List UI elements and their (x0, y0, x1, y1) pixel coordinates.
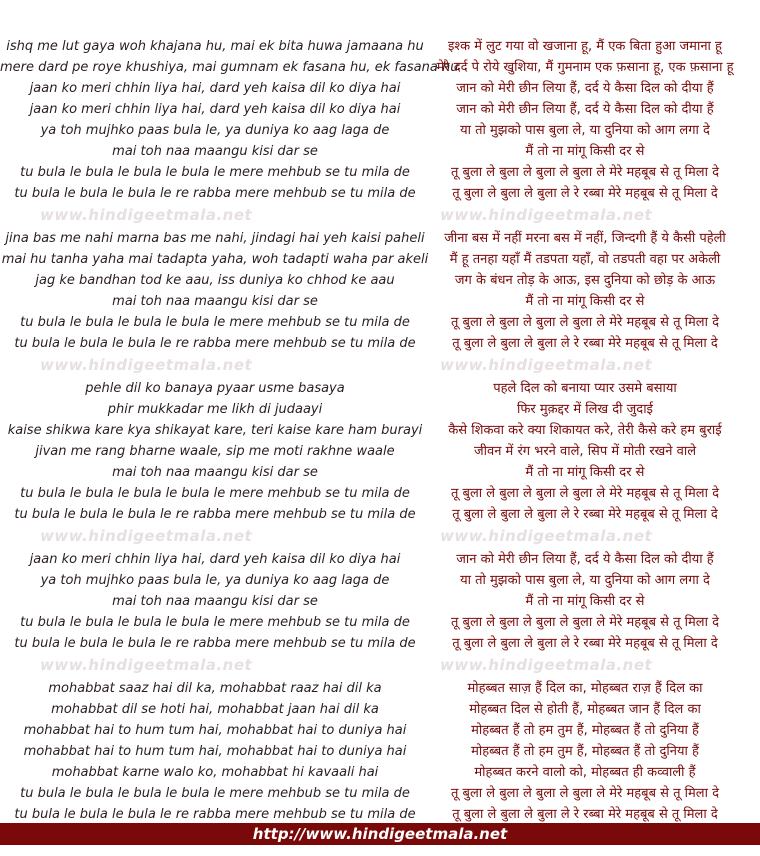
lyric-line-romanized: mai toh naa maangu kisi dar se (112, 294, 318, 309)
lyric-line-romanized: ya toh mujhko paas bula le, ya duniya ko aag laga de (40, 123, 390, 138)
lyric-line-hindi: मेरे दर्द पे रोये खुशिया, मैं गुमनाम एक फ़साना हू, एक फ़साना हू (436, 60, 734, 75)
lyric-line-romanized: jag ke bandhan tod ke aau, iss duniya ko chhod ke aau (35, 273, 395, 288)
lyric-line-hindi: मोहब्बत साज़ हैं दिल का, मोहब्बत राज़ हैं दिल का (467, 681, 703, 696)
lyric-line-hindi: तू बुला ले बुला ले बुला ले रे रब्बा मेरे महबूब से तू मिला दे (452, 186, 718, 201)
lyric-line-hindi: तू बुला ले बुला ले बुला ले रे रब्बा मेरे महबूब से तू मिला दे (452, 807, 718, 822)
lyric-line-hindi: जीवन में रंग भरने वाले, सिप में मोती रखने वाले (473, 444, 697, 459)
lyric-line-hindi: मैं तो ना मांगू किसी दर से (525, 144, 645, 159)
lyric-line-romanized: tu bula le bula le bula le re rabba mere mehbub se tu mila de (14, 507, 416, 522)
lyric-line-romanized: kaise shikwa kare kya shikayat kare, teri kaise kare ham burayi (7, 423, 423, 438)
lyric-line-romanized: jaan ko meri chhin liya hai, dard yeh kaisa dil ko diya hai (29, 552, 401, 567)
watermark-text: www.hindigeetmala.net (40, 356, 253, 374)
lyric-line-romanized: jivan me rang bharne waale, sip me moti rakhne waale (35, 444, 395, 459)
lyric-line-romanized: mai toh naa maangu kisi dar se (112, 144, 318, 159)
lyric-line-hindi: तू बुला ले बुला ले बुला ले रे रब्बा मेरे महबूब से तू मिला दे (452, 336, 718, 351)
lyric-line-hindi: तू बुला ले बुला ले बुला ले बुला ले मेरे महबूब से तू मिला दे (451, 615, 719, 630)
watermark-text: www.hindigeetmala.net (440, 206, 653, 224)
lyric-line-hindi: जग के बंधन तोड़ के आऊ, इस दुनिया को छोड़ के आऊ (454, 273, 716, 288)
lyric-line-romanized: tu bula le bula le bula le re rabba mere mehbub se tu mila de (14, 807, 416, 822)
footer-bar (0, 823, 760, 845)
lyric-line-hindi: मोहब्बत करने वालो को, मोहब्बत ही कव्वाली हैं (474, 765, 696, 780)
lyric-line-hindi: मैं तो ना मांगू किसी दर से (525, 294, 645, 309)
watermark-text: www.hindigeetmala.net (440, 656, 653, 674)
lyric-line-hindi: मोहब्बत दिल से होती हैं, मोहब्बत जान हैं दिल का (469, 702, 701, 717)
lyric-line-romanized: mohabbat karne walo ko, mohabbat hi kavaali hai (51, 765, 379, 780)
lyric-line-hindi: जान को मेरी छीन लिया हैं, दर्द ये कैसा दिल को दीया हैं (456, 81, 714, 96)
lyric-line-hindi: मोहब्बत हैं तो हम तुम हैं, मोहब्बत हैं तो दुनिया हैं (471, 723, 699, 738)
lyric-line-romanized: mai toh naa maangu kisi dar se (112, 594, 318, 609)
lyric-line-hindi: कैसे शिकवा करे क्या शिकायत करे, तेरी कैसे करे हम बुराई (448, 423, 722, 438)
watermark-text: www.hindigeetmala.net (40, 206, 253, 224)
watermark-text: www.hindigeetmala.net (440, 356, 653, 374)
lyric-line-hindi: मैं हू तनहा यहाँ मैं तडपता यहाँ, वो तडपती वहा पर अकेली (449, 252, 721, 267)
lyric-line-romanized: mohabbat saaz hai dil ka, mohabbat raaz hai dil ka (48, 681, 382, 696)
lyric-line-hindi: या तो मुझको पास बुला ले, या दुनिया को आग लगा दे (460, 573, 710, 588)
lyric-line-hindi: पहले दिल को बनाया प्यार उसमे बसाया (493, 381, 677, 396)
lyric-line-romanized: jina bas me nahi marna bas me nahi, jindagi hai yeh kaisi paheli (5, 231, 425, 246)
lyric-line-romanized: mohabbat dil se hoti hai, mohabbat jaan hai dil ka (51, 702, 379, 717)
lyric-line-romanized: phir mukkadar me likh di judaayi (107, 402, 323, 417)
lyric-line-romanized: ishq me lut gaya woh khajana hu, mai ek bita huwa jamaana hu (6, 39, 424, 54)
watermark-text: www.hindigeetmala.net (40, 527, 253, 545)
lyric-line-romanized: tu bula le bula le bula le re rabba mere mehbub se tu mila de (14, 186, 416, 201)
lyric-line-romanized: mai hu tanha yaha mai tadapta yaha, woh tadapti waha par akeli (1, 252, 429, 267)
lyric-line-romanized: tu bula le bula le bula le bula le mere mehbub se tu mila de (20, 786, 410, 801)
lyric-line-romanized: pehle dil ko banaya pyaar usme basaya (85, 381, 345, 396)
lyric-line-hindi: जान को मेरी छीन लिया हैं, दर्द ये कैसा दिल को दीया हैं (456, 552, 714, 567)
lyric-line-romanized: ya toh mujhko paas bula le, ya duniya ko aag laga de (40, 573, 390, 588)
lyric-line-hindi: मैं तो ना मांगू किसी दर से (525, 594, 645, 609)
lyric-line-romanized: tu bula le bula le bula le bula le mere mehbub se tu mila de (20, 486, 410, 501)
footer-url-link[interactable]: http://www.hindigeetmala.net (252, 825, 508, 843)
lyric-line-hindi: जान को मेरी छीन लिया हैं, दर्द ये कैसा दिल को दीया हैं (456, 102, 714, 117)
lyric-line-romanized: jaan ko meri chhin liya hai, dard yeh kaisa dil ko diya hai (29, 81, 401, 96)
watermark-text: www.hindigeetmala.net (440, 527, 653, 545)
lyric-line-hindi: इश्क में लुट गया वो खजाना हू, मैं एक बिता हुआ जमाना हू (448, 39, 722, 54)
lyric-line-romanized: mohabbat hai to hum tum hai, mohabbat hai to duniya hai (23, 744, 407, 759)
lyric-line-hindi: तू बुला ले बुला ले बुला ले बुला ले मेरे महबूब से तू मिला दे (451, 315, 719, 330)
lyric-line-romanized: tu bula le bula le bula le bula le mere mehbub se tu mila de (20, 165, 410, 180)
lyric-line-romanized: tu bula le bula le bula le re rabba mere mehbub se tu mila de (14, 336, 416, 351)
lyric-line-hindi: फिर मुक़द्दर में लिख दी जुदाई (517, 402, 653, 417)
lyric-line-hindi: तू बुला ले बुला ले बुला ले बुला ले मेरे महबूब से तू मिला दे (451, 786, 719, 801)
watermark-text: www.hindigeetmala.net (40, 656, 253, 674)
lyric-line-hindi: तू बुला ले बुला ले बुला ले रे रब्बा मेरे महबूब से तू मिला दे (452, 636, 718, 651)
lyric-line-romanized: tu bula le bula le bula le bula le mere mehbub se tu mila de (20, 315, 410, 330)
lyric-line-romanized: tu bula le bula le bula le bula le mere mehbub se tu mila de (20, 615, 410, 630)
lyric-line-romanized: tu bula le bula le bula le re rabba mere mehbub se tu mila de (14, 636, 416, 651)
lyric-line-hindi: जीना बस में नहीं मरना बस में नहीं, जिन्दगी हैं ये कैसी पहेली (444, 231, 726, 246)
lyric-line-hindi: तू बुला ले बुला ले बुला ले बुला ले मेरे महबूब से तू मिला दे (451, 486, 719, 501)
lyric-line-romanized: mere dard pe roye khushiya, mai gumnam ek fasana hu, ek fasana hu (0, 60, 459, 75)
lyric-line-romanized: mohabbat hai to hum tum hai, mohabbat hai to duniya hai (23, 723, 407, 738)
lyric-line-hindi: मोहब्बत हैं तो हम तुम हैं, मोहब्बत हैं तो दुनिया हैं (471, 744, 699, 759)
lyric-line-hindi: तू बुला ले बुला ले बुला ले रे रब्बा मेरे महबूब से तू मिला दे (452, 507, 718, 522)
lyric-line-hindi: या तो मुझको पास बुला ले, या दुनिया को आग लगा दे (460, 123, 710, 138)
lyric-line-hindi: मैं तो ना मांगू किसी दर से (525, 465, 645, 480)
lyric-line-romanized: mai toh naa maangu kisi dar se (112, 465, 318, 480)
lyric-line-romanized: jaan ko meri chhin liya hai, dard yeh kaisa dil ko diya hai (29, 102, 401, 117)
lyric-line-hindi: तू बुला ले बुला ले बुला ले बुला ले मेरे महबूब से तू मिला दे (451, 165, 719, 180)
